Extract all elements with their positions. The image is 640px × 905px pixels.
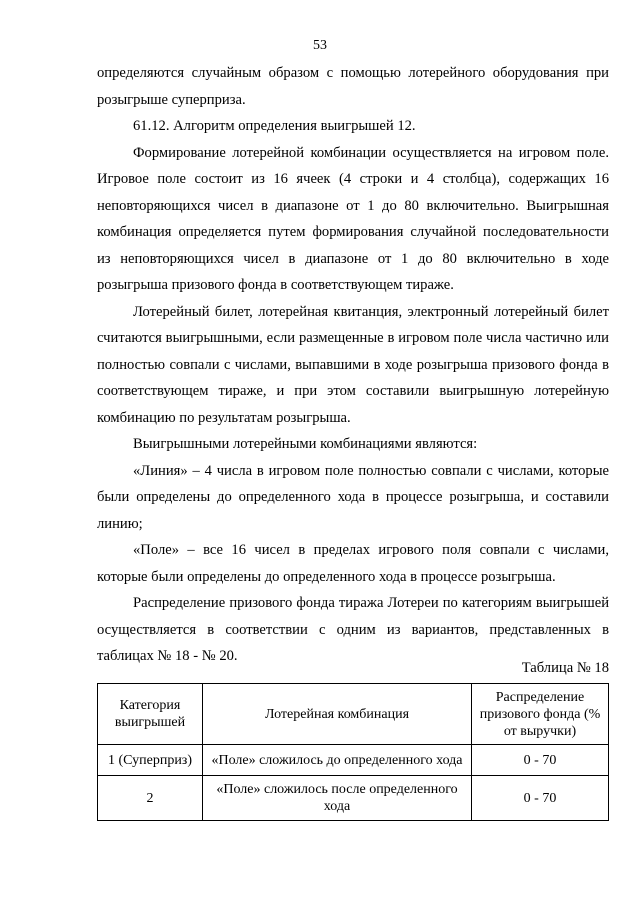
paragraph: Распределение призового фонда тиража Лотереи по категориям выигрышей осуществляется в соответствии с одним из вариантов, представленных в таблицах № 18 - № 20.: [97, 595, 609, 664]
page-number: 53: [313, 38, 327, 53]
paragraph: Формирование лотерейной комбинации осуществляется на игровом поле. Игровое поле состоит из 16 ячеек (4 строки и 4 столбца), содержащих 16 неповторяющихся чисел в диапазоне от 1 до 80 включительно. Выигрышная комбинация определяется путем формирования случайной последовательности из неповторяющихся чисел в диапазоне от 1 до 80 включительно в ходе розыгрыша призового фонда в соответствующем тираже.: [97, 144, 609, 293]
paragraph: определяются случайным образом с помощью лотерейного оборудования при розыгрыше суперприза.: [97, 65, 609, 108]
table-header-row: [98, 684, 609, 745]
table-cell: 0 - 70: [472, 776, 609, 821]
paragraph: Выигрышными лотерейными комбинациями являются:: [133, 436, 478, 452]
table-cell: 0 - 70: [472, 745, 609, 776]
table-row: [98, 745, 609, 776]
table-cell: 1 (Суперприз): [98, 745, 203, 776]
table-cell: «Поле» сложилось до определенного хода: [203, 745, 472, 776]
section-heading: 61.12. Алгоритм определения выигрышей 12.: [133, 118, 416, 134]
column-header-combination: Лотерейная комбинация: [203, 684, 472, 745]
table-cell: «Поле» сложилось после определенного хода: [203, 776, 472, 821]
prize-distribution-table: [97, 683, 609, 821]
column-header-category: Категория выигрышей: [98, 684, 203, 745]
column-header-distribution: Распределение призового фонда (% от выручки): [472, 684, 609, 745]
document-body: [97, 60, 609, 670]
table-row: [98, 776, 609, 821]
table-cell: 2: [98, 776, 203, 821]
paragraph: «Поле» – все 16 чисел в пределах игрового поля совпали с числами, которые были определены до определенного хода в процессе розыгрыша.: [97, 542, 609, 585]
paragraph: «Линия» – 4 числа в игровом поле полностью совпали с числами, которые были определены до определенного хода в процессе розыгрыша, и составили линию;: [97, 462, 609, 532]
table-caption: Таблица № 18: [521, 660, 609, 676]
paragraph: Лотерейный билет, лотерейная квитанция, электронный лотерейный билет считаются выигрышными, если размещенные в игровом поле числа частично или полностью совпали с числами, выпавшими в ходе розыгрыша призового фонда в соответствующем тираже, и при этом составили выигрышную лотерейную комбинацию по результатам розыгрыша.: [97, 303, 609, 426]
